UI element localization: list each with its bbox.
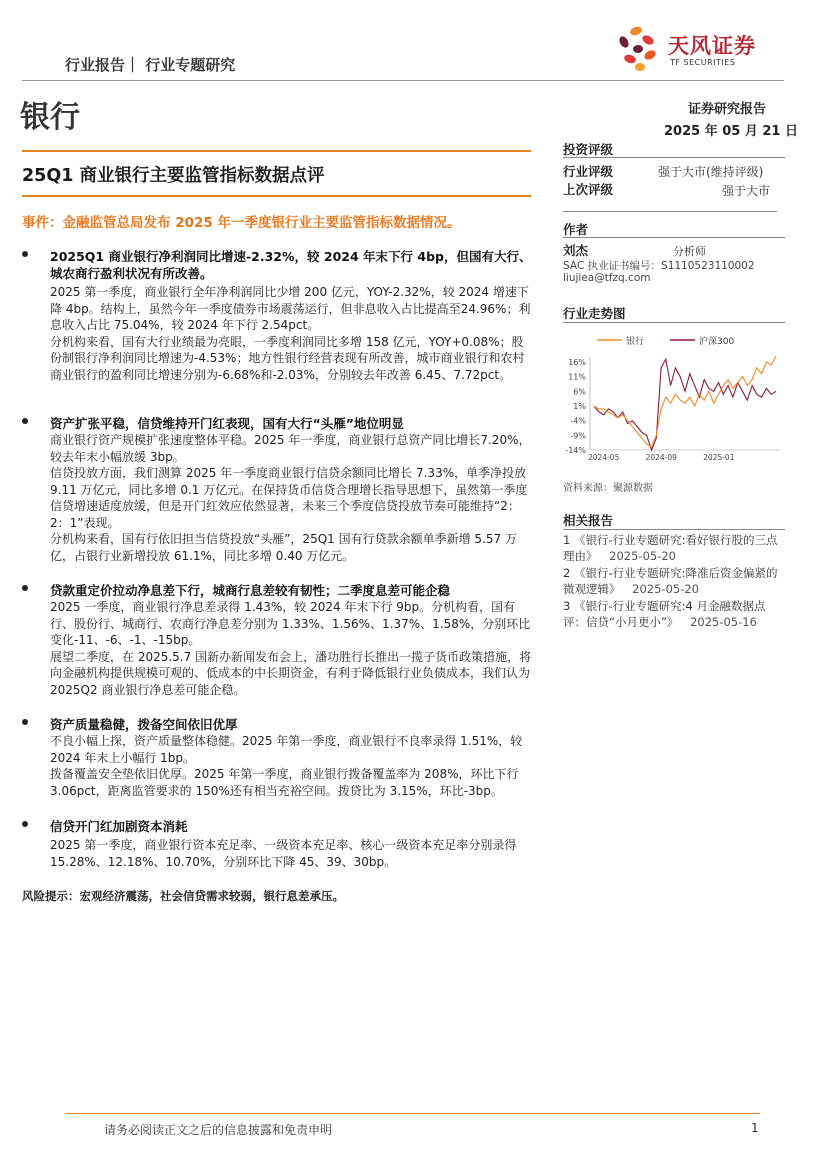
report-type: 证券研究报告 [688,102,767,117]
y-tick-label: -14% [565,446,586,455]
related-report-text: 3 《银行-行业专题研究:4 月金融数据点评：信贷“小月更小”》 [563,599,766,629]
section-margin [22,582,532,698]
related-report-date: 2025-05-20 [632,582,699,596]
section-paragraph: 2025 第一季度，商业银行资本充足率、一级资本充足率、核心一级资本充足率分别录得15.28%、12.18%、10.70%，分别环比下降 45、39、30bp。 [50,838,517,869]
industry-rating-label: 行业评级 [563,164,614,179]
logo-text-cn: 天风证券 [668,34,756,58]
trend-title: 行业走势图 [563,306,626,321]
author-email: liujiea@tfzq.com [563,272,651,284]
section-paragraph: 展望二季度，在 2025.5.7 国新办新闻发布会上，潘功胜行长推出一揽子货币政策措施，将向金融机构提供规模可观的、低成本的中长期资金，有利于降低银行业负债成本，我们认为 2025Q2 商业银行净息差可能企稳。 [50,649,532,697]
y-tick-label: -4% [570,416,586,426]
legend-label-bank: 银行 [626,337,645,347]
title-top-rule [22,150,531,152]
y-tick-label: 16% [568,358,586,367]
section-heading: 贷款重定价拉动净息差下行，城商行息差较有韧性；二季度息差可能企稳 [50,583,451,598]
section-paragraph: 2025 一季度，商业银行净息差录得 1.43%，较 2024 年末下行 9bp。分机构看，国有行、股份行、城商行、农商行净息差分别为 1.33%、1.56%、1.37%、1.58%，分别环比变化-11、-6、-1、-15bp。 [50,600,531,647]
related-title: 相关报告 [563,513,614,528]
author-name: 刘杰 [563,243,589,258]
trend-rule [563,322,785,323]
chart-source: 资料来源：聚源数据 [563,483,653,494]
series-line-bank [594,356,776,447]
related-report-item[interactable] [563,598,785,630]
report-category: 行业报告｜ 行业专题研究 [65,56,236,74]
related-report-text: 2 《银行-行业专题研究:降准后资金偏紧的微观逻辑》 [563,566,778,596]
prev-rating-label: 上次评级 [563,182,614,197]
related-report-item[interactable] [563,565,785,597]
section-paragraph: 商业银行资产规模扩张速度整体平稳。2025 年一季度，商业银行总资产同比增长7.20%，较去年末小幅放缓 3bp。 [50,433,531,464]
author-rule [563,237,785,238]
section-heading: 2025Q1 商业银行净利润同比增速-2.32%，较 2024 年末下行 4bp，但国有大行、城农商行盈利状况有所改善。 [50,249,532,281]
section-paragraph: 信贷投放方面，我们测算 2025 年一季度商业银行信贷余额同比增长 7.33%，单季净投放 9.11 万亿元，同比多增 0.1 万亿元。在保持货币信贷合理增长指导思想下，虽然第一季度信贷增速适度放缓，但是开门红效应依然显著，未来三个季度信贷投放节奏可能维持“2：2：1”表现。 [50,466,528,530]
related-report-text: 1 《银行-行业专题研究:看好银行股的三点理由》 [563,533,778,563]
bullet-dot [22,585,28,591]
report-title: 25Q1 商业银行主要监管指标数据点评 [22,166,325,186]
related-report-item[interactable] [563,532,785,564]
related-report-date: 2025-05-16 [690,615,757,629]
x-tick-label: 2024-09 [645,453,677,462]
header-divider [22,80,784,81]
footer-disclaimer: 请务必阅读正文之后的信息披露和免责申明 [104,1123,333,1137]
author-title: 作者 [563,222,589,237]
section-profit [22,248,532,383]
related-rule [563,529,785,530]
bullet-dot [22,821,28,827]
section-asset-quality [22,716,532,799]
chart-series-layer [594,356,776,450]
section-paragraph: 不良小幅上探，资产质量整体稳健。2025 年第一季度，商业银行不良率录得 1.51%，较 2024 年末上小幅行 1bp。 [50,734,523,765]
section-assets [22,415,532,564]
bullet-dot [22,418,28,424]
prev-rating-value: 强于大市 [722,184,771,198]
section-heading: 资产质量稳健，拨备空间依旧优厚 [50,717,238,732]
event-line: 事件：金融监管总局发布 2025 年一季度银行业主要监管指标数据情况。 [22,215,461,231]
section-paragraph: 2025 第一季度，商业银行全年净利润同比少增 200 亿元，YOY-2.32%，较 2024 增速下降 4bp。结构上，虽然今年一季度债券市场震荡运行，但非息收入占比提高至24.96%；利息收入占比 75.04%，较 2024 年下行 2.54pct。 [50,285,531,332]
report-date: 2025 年 05 月 21 日 [664,124,798,139]
section-heading: 资产扩张平稳，信贷维持开门红表现，国有大行“头雁”地位明显 [50,416,404,431]
y-tick-label: 6% [573,387,586,397]
bullet-dot [22,251,28,257]
section-paragraph: 分机构来看，国有大行业绩最为亮眼，一季度利润同比多增 158 亿元，YOY+0.08%；股份制银行净利润同比增速为-4.53%；地方性银行经营表现有所改善，城市商业银行和农村商业银行的盈利同比增速分别为-6.68%和-2.03%，分别较去年改善 6.45、7.72pct。 [50,334,525,382]
logo-mark-icon [612,22,664,74]
y-tick-label: 11% [568,372,586,382]
trend-chart [560,328,786,468]
title-bottom-rule [22,195,531,197]
y-tick-label: 1% [573,402,586,411]
sector-title: 银行 [20,100,80,135]
section-paragraph: 拨备覆盖安全垫依旧优厚。2025 年第一季度，商业银行拨备覆盖率为 208%，环比下行 3.06pct，距离监管要求的 150%还有相当充裕空间。拨贷比为 3.15%，环比-3bp。 [50,767,519,798]
author-role: 分析师 [673,245,706,258]
risk-warning: 风险提示：宏观经济震荡，社会信贷需求较弱，银行息差承压。 [22,889,344,903]
section-capital [22,818,532,870]
y-tick-label: -9% [570,431,586,441]
x-tick-label: 2024-05 [588,453,620,462]
section-paragraph: 分机构来看，国有行依旧担当信贷投放“头雁”，25Q1 国有行贷款余额单季新增 5.57 万亿，占银行业新增投放 61.1%，同比多增 0.40 万亿元。 [50,532,517,563]
x-tick-label: 2025-01 [703,453,735,462]
industry-rating-value: 强于大市(维持评级) [658,165,764,179]
company-logo [612,22,664,74]
logo-text-en: TF SECURITIES [670,58,736,67]
related-report-date: 2025-05-20 [609,549,676,563]
rating-rule [563,157,785,158]
series-line-hs300 [594,359,776,450]
footer-rule [66,1113,760,1114]
author-sac: SAC 执业证书编号：S1110523110002 [563,260,755,272]
page-number: 1 [751,1121,759,1135]
rating-title: 投资评级 [563,142,614,157]
section-heading: 信贷开门红加剧资本消耗 [50,819,188,834]
rating-bottom-rule [563,211,777,212]
bullet-dot [22,719,28,725]
legend [597,335,734,347]
legend-label-hs300: 沪深300 [699,337,735,347]
